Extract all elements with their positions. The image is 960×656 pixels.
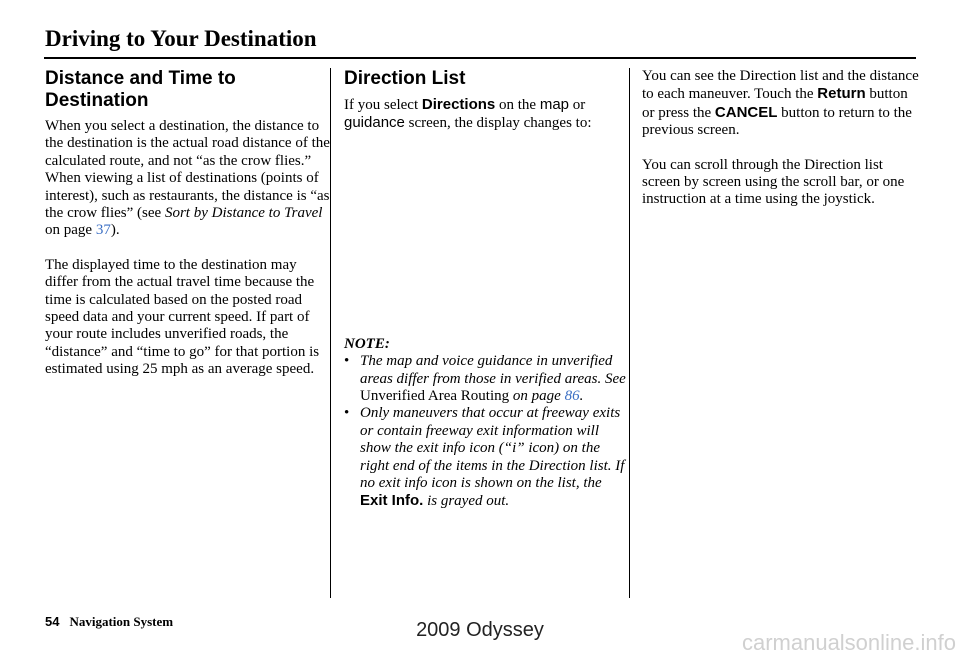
text: button or press the: [642, 86, 908, 121]
paragraph-time: The displayed time to the destination may differ from the actual travel time because the time is calculated based on the posted road speed data and your current speed. If part of your route includes unverified roads, the “distance” and “time to go” for that portion is estimated using 25 mph as an average speed.: [45, 256, 320, 378]
section-name: Navigation System: [69, 614, 174, 629]
text: on page: [45, 222, 96, 239]
page-link-37[interactable]: 37: [95, 222, 111, 239]
term-guidance: guidance: [344, 114, 405, 132]
text: or: [569, 97, 586, 113]
note-bullet-unverified: [344, 353, 629, 405]
text: button to return to the previous screen.: [642, 104, 912, 139]
page-number: 54: [45, 614, 60, 629]
section-heading-direction-list: Direction List: [344, 68, 466, 89]
cross-reference: Sort by Distance to Travel: [164, 205, 323, 222]
model-label: 2009 Odyssey: [416, 619, 544, 641]
term-cancel: CANCEL: [714, 103, 778, 121]
column-divider: [629, 68, 630, 598]
text: on page: [509, 388, 565, 405]
text: .: [579, 388, 584, 405]
paragraph-direction-list: [642, 68, 922, 140]
text: Only maneuvers that occur at freeway exits or contain freeway exit information will show the exit info icon (“i” icon) on the right end of the items in the Direction list. If no exit info icon is shown on the list, the: [360, 405, 625, 492]
column-divider: [330, 68, 331, 598]
text: on the: [495, 97, 540, 113]
text: You can see the Direction list and the distance to each maneuver. Touch the: [642, 68, 919, 103]
column-direction-info: [642, 68, 922, 209]
page-link-86[interactable]: 86: [564, 388, 580, 405]
cross-reference: Unverified Area Routing: [360, 388, 510, 405]
paragraph-scroll: You can scroll through the Direction list screen by screen using the scroll bar, or one instruction at a time using the joystick.: [642, 156, 905, 208]
site-watermark: carmanualsonline.info: [741, 630, 956, 655]
term-return: Return: [817, 85, 866, 103]
text: When you select a destination, the distance to the destination is the actual road distance of the calculated route, and not “as the crow flies.” When viewing a list of destinations (points of interest), such as restaurants, the distance is “as the crow flies” (see: [45, 118, 330, 222]
header-rule: [44, 57, 916, 59]
text: ).: [110, 222, 120, 239]
term-exit-info: Exit Info.: [360, 492, 424, 510]
term-map: map: [539, 96, 570, 113]
note-bullet-exit-info: [344, 405, 629, 510]
term-directions: Directions: [421, 96, 496, 113]
paragraph-intro: [344, 96, 629, 133]
column-distance-time: [45, 68, 330, 379]
page-title: Driving to Your Destination: [45, 26, 317, 51]
text: is grayed out.: [423, 493, 510, 510]
screen-image-space: [344, 133, 629, 334]
note-block: [344, 336, 629, 511]
section-heading-distance-time: Distance and Time to Destination: [45, 68, 236, 111]
note-label: NOTE:: [344, 335, 390, 352]
text: If you select: [344, 97, 422, 113]
paragraph-distance: [45, 118, 330, 240]
text: The map and voice guidance in unverified areas differ from those in verified areas. See: [360, 353, 626, 387]
text: screen, the display changes to:: [404, 115, 592, 132]
column-direction-list: [344, 68, 629, 511]
